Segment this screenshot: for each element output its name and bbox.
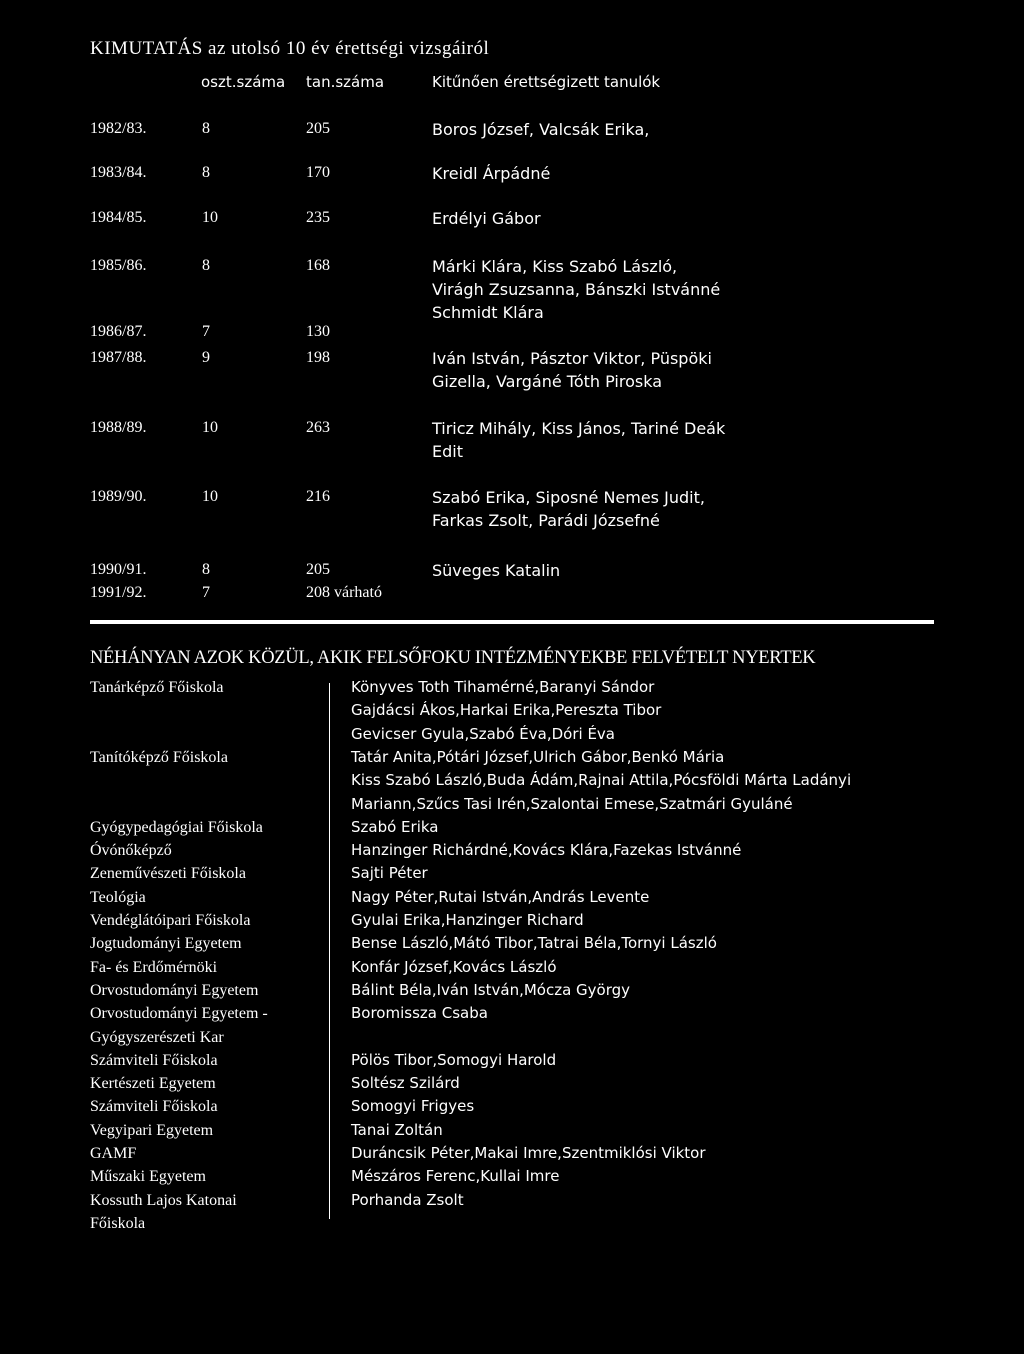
student-item: Nagy Péter,Rutai István,András Levente xyxy=(351,887,650,906)
row-student-count: 168 xyxy=(306,257,330,274)
row-name-line: Erdélyi Gábor xyxy=(432,209,541,228)
institution-item: Kossuth Lajos Katonai xyxy=(90,1191,237,1209)
row-student-count: 263 xyxy=(306,419,330,436)
row-year: 1987/88. xyxy=(90,349,147,366)
row-student-count: 205 xyxy=(306,561,330,578)
institution-item: Zeneművészeti Főiskola xyxy=(90,865,246,883)
row-student-count: 216 xyxy=(306,488,330,505)
row-year: 1982/83. xyxy=(90,120,147,137)
student-item: Duráncsik Péter,Makai Imre,Szentmiklósi Viktor xyxy=(351,1144,706,1162)
student-item: Mészáros Ferenc,Kullai Imre xyxy=(351,1167,560,1186)
row-names xyxy=(432,207,541,230)
row-names xyxy=(432,347,712,393)
row-name-line: Farkas Zsolt, Parádi Józsefné xyxy=(432,511,660,530)
student-item: Gajdácsi Ákos,Harkai Erika,Pereszta Tibor xyxy=(351,701,662,720)
student-item: Boromissza Csaba xyxy=(351,1004,488,1023)
section-divider xyxy=(90,620,934,624)
institution-item: Orvostudományi Egyetem - xyxy=(90,1005,268,1023)
row-name-line: Márki Klára, Kiss Szabó László, xyxy=(432,257,678,276)
institution-item: Főiskola xyxy=(90,1214,146,1232)
student-item: Gevicser Gyula,Szabó Éva,Dóri Éva xyxy=(351,724,616,743)
row-names xyxy=(432,486,705,532)
student-item: Pölös Tibor,Somogyi Harold xyxy=(351,1050,557,1069)
row-names xyxy=(432,255,720,324)
page-title: KIMUTATÁS az utolsó 10 év érettségi vizsgáiról xyxy=(90,38,490,59)
row-class-count: 8 xyxy=(202,561,210,578)
column-header-student-count: tan.száma xyxy=(306,73,385,91)
row-name-line: Tiricz Mihály, Kiss János, Tariné Deák xyxy=(432,419,726,438)
student-item: Bálint Béla,Iván István,Mócza György xyxy=(351,980,631,999)
row-student-count: 208 várható xyxy=(306,584,382,601)
institution-item: Gyógyszerészeti Kar xyxy=(90,1028,224,1046)
student-item: Somogyi Frigyes xyxy=(351,1097,475,1116)
column-header-class-count: oszt.száma xyxy=(201,73,286,91)
row-names xyxy=(432,118,649,141)
row-class-count: 8 xyxy=(202,257,210,274)
student-item: Tatár Anita,Pótári József,Ulrich Gábor,Benkó Mária xyxy=(351,747,725,766)
row-year: 1990/91. xyxy=(90,561,147,578)
row-name-line: Szabó Erika, Siposné Nemes Judit, xyxy=(432,488,705,507)
row-class-count: 7 xyxy=(202,584,210,601)
row-year: 1985/86. xyxy=(90,257,147,274)
row-year: 1986/87. xyxy=(90,323,147,340)
row-names xyxy=(432,417,725,463)
row-name-line: Schmidt Klára xyxy=(432,303,544,322)
institution-item: Vegyipari Egyetem xyxy=(90,1121,214,1139)
row-class-count: 10 xyxy=(202,209,218,226)
institution-item: Óvónőképző xyxy=(90,842,172,860)
row-names xyxy=(432,162,550,185)
column-header-excellent-students: Kitűnően érettségizett tanulók xyxy=(432,73,661,91)
row-year: 1989/90. xyxy=(90,488,147,505)
row-student-count: 130 xyxy=(306,323,330,340)
institution-item: Gyógypedagógiai Főiskola xyxy=(90,818,263,836)
row-name-line: Virágh Zsuzsanna, Bánszki Istvánné xyxy=(432,280,721,299)
row-year: 1983/84. xyxy=(90,164,147,181)
row-name-line: Boros József, Valcsák Erika, xyxy=(432,120,650,139)
row-name-line: Kreidl Árpádné xyxy=(432,164,551,183)
institution-item: Jogtudományi Egyetem xyxy=(90,935,242,953)
row-name-line: Süveges Katalin xyxy=(432,561,561,580)
row-names xyxy=(432,559,560,582)
row-student-count: 170 xyxy=(306,164,330,181)
institution-item: GAMF xyxy=(90,1145,137,1162)
row-student-count: 205 xyxy=(306,120,330,137)
student-item: Soltész Szilárd xyxy=(351,1074,460,1093)
section-title: NÉHÁNYAN AZOK KÖZÜL, AKIK FELSŐFOKU INTÉZMÉNYEKBE FELVÉTELT NYERTEK xyxy=(90,648,816,668)
row-class-count: 9 xyxy=(202,349,210,366)
row-name-line: Gizella, Vargáné Tóth Piroska xyxy=(432,372,663,391)
institution-item: Műszaki Egyetem xyxy=(90,1168,206,1186)
institution-item: Fa- és Erdőmérnöki xyxy=(90,958,218,976)
row-class-count: 8 xyxy=(202,164,210,181)
institution-item: Számviteli Főiskola xyxy=(90,1051,218,1069)
row-year: 1984/85. xyxy=(90,209,147,226)
institution-item: Orvostudományi Egyetem xyxy=(90,981,259,999)
institution-item: Tanárképző Főiskola xyxy=(90,679,224,696)
row-class-count: 8 xyxy=(202,120,210,137)
institution-item: Kertészeti Egyetem xyxy=(90,1075,216,1093)
student-item: Konfár József,Kovács László xyxy=(351,957,557,976)
row-name-line: Iván István, Pásztor Viktor, Püspöki xyxy=(432,349,712,368)
row-class-count: 7 xyxy=(202,323,210,340)
row-student-count: 198 xyxy=(306,349,330,366)
institution-item: Teológia xyxy=(90,888,146,906)
student-item: Porhanda Zsolt xyxy=(351,1190,464,1209)
institution-item: Vendéglátóipari Főiskola xyxy=(90,912,251,929)
institution-item: Számviteli Főiskola xyxy=(90,1098,218,1116)
column-divider xyxy=(329,683,330,1219)
row-student-count: 235 xyxy=(306,209,330,226)
student-item: Könyves Toth Tihamérné,Baranyi Sándor xyxy=(351,678,655,696)
row-class-count: 10 xyxy=(202,488,218,505)
student-item: Kiss Szabó László,Buda Ádám,Rajnai Attila,Pócsföldi Márta Ladányi xyxy=(351,771,852,790)
student-item: Sajti Péter xyxy=(351,864,428,883)
student-item: Tanai Zoltán xyxy=(351,1120,443,1139)
row-name-line: Edit xyxy=(432,442,463,461)
row-class-count: 10 xyxy=(202,419,218,436)
student-item: Mariann,Szűcs Tasi Irén,Szalontai Emese,Szatmári Gyuláné xyxy=(351,794,793,813)
student-item: Gyulai Erika,Hanzinger Richard xyxy=(351,911,584,929)
institution-item: Tanítóképző Főiskola xyxy=(90,748,228,766)
student-item: Hanzinger Richárdné,Kovács Klára,Fazekas Istvánné xyxy=(351,841,742,860)
student-item: Bense László,Mátó Tibor,Tatrai Béla,Tornyi László xyxy=(351,934,717,953)
student-item: Szabó Erika xyxy=(351,817,439,836)
row-year: 1991/92. xyxy=(90,584,147,601)
row-year: 1988/89. xyxy=(90,419,147,436)
